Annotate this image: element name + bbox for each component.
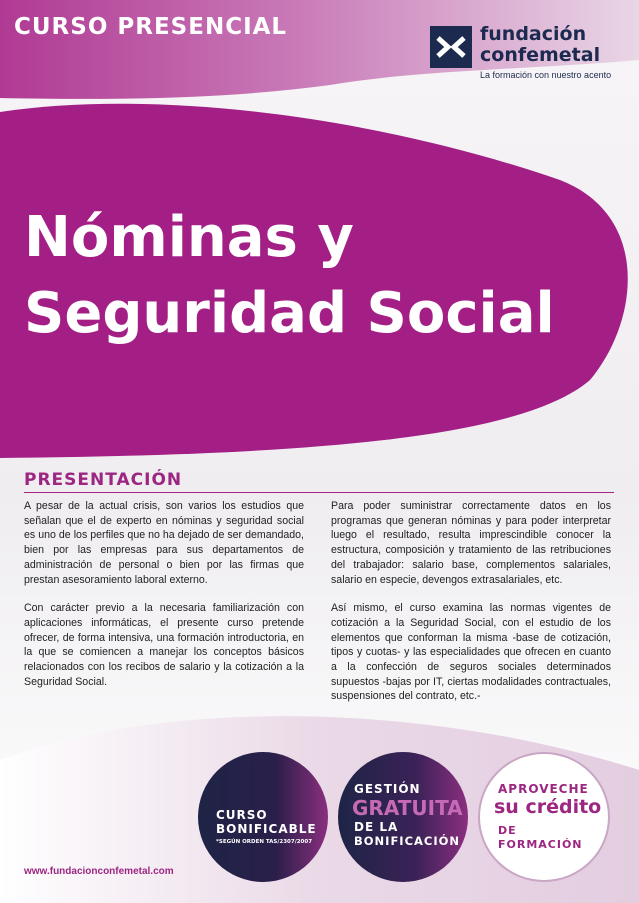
section-divider [24, 492, 614, 493]
presentation-right-column [331, 499, 611, 718]
brand-logo[interactable] [420, 20, 620, 90]
fundacion-confemetal-logo-icon [430, 26, 472, 68]
course-title-line2: Seguridad Social [24, 281, 555, 346]
badge-highlight: GRATUITA [352, 796, 463, 820]
badge-line: GESTIÓN [354, 782, 421, 796]
course-type-label: CURSO PRESENCIAL [14, 14, 288, 40]
logo-name [480, 24, 600, 66]
credito-badge [478, 752, 610, 882]
course-title-line1: Nóminas y [24, 205, 354, 270]
gestion-gratuita-badge [338, 752, 468, 882]
badge-note: *SEGÚN ORDEN TAS/2307/2007 [216, 839, 313, 845]
paragraph: A pesar de la actual crisis, son varios los estudios que señalan que el de experto en nóminas y seguridad social es uno de los perfiles que no ha dejado de ser demandado, bien por las empresas para sus departamentos de administración de personal o bien por las firmas que prestan asesoramiento laboral externo. [24, 500, 304, 586]
logo-name-line1: fundación [480, 23, 587, 45]
badge-line: BONIFICABLE [216, 822, 317, 836]
paragraph: Para poder suministrar correctamente datos en los programas que generan nóminas y para poder interpretar luego el resultado, resulta imprescindible conocer la estructura, composición y tratamiento de las retribuciones del trabajador: salario base, complementos salariales, salario en especie, devengos extrasalariales, etc. [331, 500, 611, 586]
badge-line: DE [498, 824, 517, 837]
paragraph: Así mismo, el curso examina las normas vigentes de cotización a la Seguridad Social, con el estudio de los elementos que conforman la misma -base de cotización, tipos y cuotas- y las especialidades que ofrecen en cuanto a la confección de seguros sociales determinados supuestos -bajas por IT, ciertas modalidades contractuales, suspensiones del contrato, etc.- [331, 602, 611, 703]
presentation-heading: PRESENTACIÓN [24, 470, 183, 490]
badge-highlight: su crédito [494, 796, 602, 818]
badge-line: APROVECHE [498, 782, 589, 796]
paragraph: Con carácter previo a la necesaria familiarización con aplicaciones informáticas, el presente curso pretende ofrecer, de forma intensiva, una formación introductoria, en la que se comiencen a manejar los conceptos básicos relacionados con los recibos de salario y la cotización a la Seguridad Social. [24, 602, 304, 688]
badge-line: BONIFICACIÓN [354, 834, 461, 848]
logo-name-line2: confemetal [480, 44, 601, 66]
logo-tagline: La formación con nuestro acento [480, 70, 612, 80]
course-title [24, 200, 555, 352]
bonificable-badge [198, 752, 328, 882]
badge-line: CURSO [216, 808, 268, 822]
presentation-left-column [24, 499, 304, 703]
website-link[interactable]: www.fundacionconfemetal.com [24, 866, 174, 877]
badge-line: FORMACIÓN [498, 838, 583, 851]
badge-line: DE LA [354, 820, 399, 834]
